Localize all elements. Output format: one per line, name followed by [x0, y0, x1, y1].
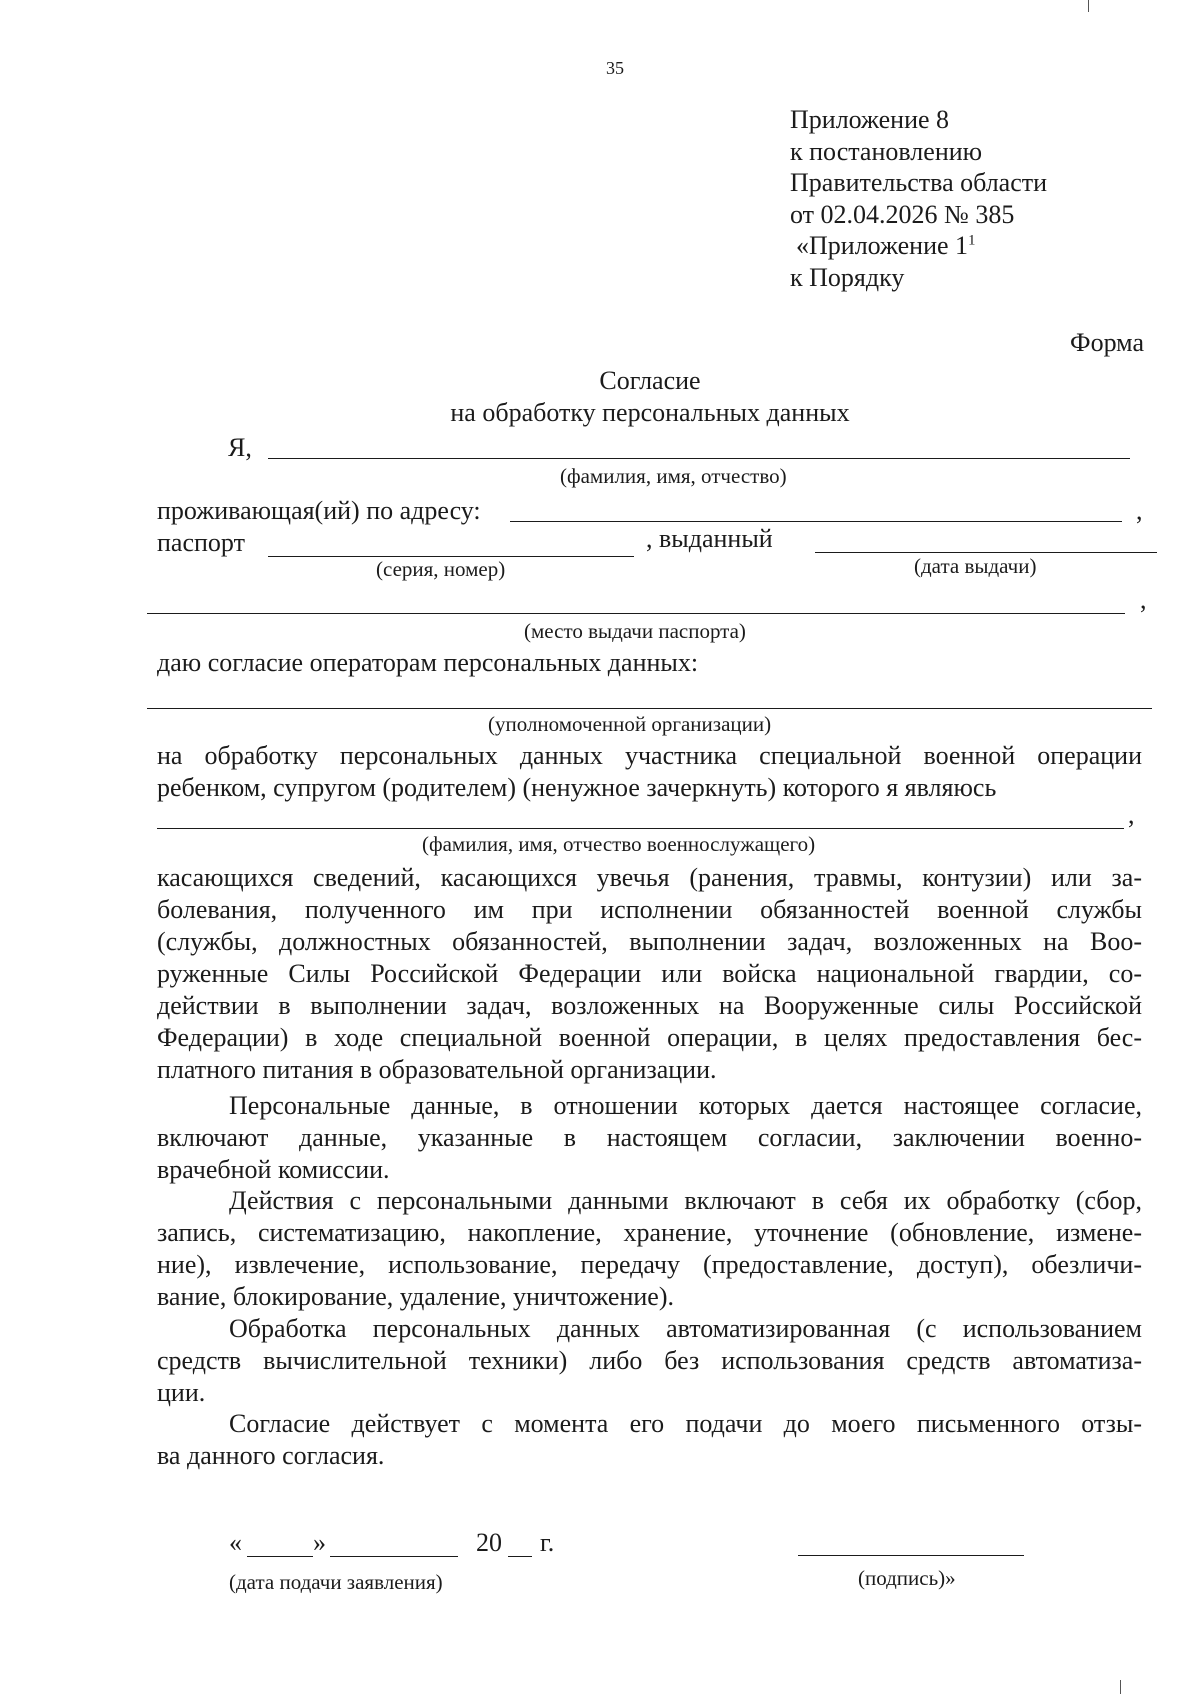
scan-edge-mark — [1088, 0, 1089, 12]
page-number: 35 — [606, 58, 624, 78]
address-label: проживающая(ий) по адресу: — [157, 496, 481, 525]
appendix-superscript: 1 — [968, 232, 976, 249]
comma: , — [1140, 585, 1147, 614]
participant-paragraph — [157, 740, 1142, 804]
text-line: Согласие действует с момента его подачи до моего письменного отзы- — [229, 1409, 1142, 1438]
paragraph-personal-data — [157, 1090, 1142, 1186]
document-title: Согласие — [599, 366, 701, 395]
appendix-line: Приложение 8 — [790, 105, 950, 134]
text-line: болевания, полученного им при исполнении обязанностей военной службы — [157, 895, 1142, 924]
text-line: Персональные данные, в отношении которых дается настоящее согласие, — [229, 1091, 1142, 1120]
comma: , — [1128, 800, 1135, 829]
text-line: Обработка персональных данных автоматизированная (с использованием — [229, 1314, 1142, 1343]
fio-caption: (фамилия, имя, отчество) — [560, 464, 787, 488]
address-field-line[interactable] — [510, 521, 1122, 522]
text-line: ции. — [157, 1378, 206, 1407]
text-line: врачебной комиссии. — [157, 1155, 390, 1184]
signature-field-line[interactable] — [798, 1555, 1024, 1556]
paragraph-injury-info — [157, 862, 1142, 1086]
signature-caption: (подпись)» — [858, 1566, 956, 1590]
paragraph-actions — [157, 1185, 1142, 1313]
series-caption: (серия, номер) — [376, 557, 506, 581]
text-line: на обработку персональных данных участника специальной военной операции — [157, 741, 1142, 770]
issue-place-caption: (место выдачи паспорта) — [524, 619, 746, 643]
appendix-line: Правительства области — [790, 168, 1048, 197]
text-line: вание, блокирование, удаление, уничтожение). — [157, 1282, 674, 1311]
organization-caption: (уполномоченной организации) — [488, 712, 772, 736]
date-caption: (дата подачи заявления) — [229, 1570, 443, 1594]
text-line: Федерации) в ходе специальной военной операции, в целях предоставления бес- — [157, 1023, 1142, 1052]
text-line: платного питания в образовательной организации. — [157, 1055, 717, 1084]
year-field-line[interactable] — [508, 1556, 532, 1557]
text-line: руженные Силы Российской Федерации или войска национальной гвардии, со- — [157, 959, 1142, 988]
issue-date-caption: (дата выдачи) — [914, 554, 1037, 578]
form-label: Форма — [1070, 328, 1144, 357]
text-line: ребенком, супругом (родителем) (ненужное зачеркнуть) которого я являюсь — [157, 773, 997, 802]
scan-edge-mark — [1120, 1680, 1121, 1694]
paragraph-processing — [157, 1313, 1142, 1409]
text-line: включают данные, указанные в настоящем согласии, заключении военно- — [157, 1123, 1142, 1152]
text-line: (службы, должностных обязанностей, выполнении задач, возложенных на Воо- — [157, 927, 1142, 956]
text-line: действии в выполнении задач, возложенных на Вооруженные силы Российской — [157, 991, 1142, 1020]
appendix-line: от 02.04.2026 № 385 — [790, 199, 1015, 229]
issued-label: , выданный — [646, 524, 773, 553]
text-line: запись, систематизацию, накопление, хранение, уточнение (обновление, измене- — [157, 1218, 1142, 1247]
appendix-ref: «Приложение 1 — [796, 231, 969, 260]
paragraph-validity — [157, 1408, 1142, 1472]
quote-open: « — [229, 1528, 242, 1557]
text-line: касающихся сведений, касающихся увечья (ранения, травмы, контузии) или за- — [157, 863, 1142, 892]
i-prefix: Я, — [228, 433, 252, 462]
year-suffix: г. — [540, 1528, 555, 1557]
appendix-line: к Порядку — [790, 262, 905, 292]
issue-date-line[interactable] — [815, 552, 1157, 553]
text-line: средств вычислительной техники) либо без использования средств автоматиза- — [157, 1346, 1142, 1375]
text-line: ние), извлечение, использование, передачу (предоставление, доступ), обезличи- — [157, 1250, 1142, 1279]
comma: , — [1136, 496, 1143, 525]
text-line: Действия с персональными данными включают в себя их обработку (сбор, — [229, 1186, 1142, 1215]
appendix-line — [790, 230, 1047, 262]
passport-label: паспорт — [157, 528, 245, 557]
day-field-line[interactable] — [247, 1556, 313, 1557]
serviceman-field-line[interactable] — [157, 828, 1124, 829]
appendix-line: к постановлению — [790, 136, 983, 166]
organization-field-line[interactable] — [147, 708, 1152, 709]
year-prefix: 20 — [476, 1528, 502, 1557]
issue-place-line[interactable] — [147, 613, 1125, 614]
consent-operators-line: даю согласие операторам персональных данных: — [157, 648, 699, 677]
appendix-block — [790, 104, 1047, 293]
quote-close: » — [313, 1528, 326, 1557]
fio-field-line[interactable] — [268, 458, 1130, 459]
serviceman-caption: (фамилия, имя, отчество военнослужащего) — [422, 832, 816, 856]
text-line: ва данного согласия. — [157, 1441, 385, 1470]
document-subtitle: на обработку персональных данных — [450, 398, 850, 427]
month-field-line[interactable] — [330, 1556, 458, 1557]
